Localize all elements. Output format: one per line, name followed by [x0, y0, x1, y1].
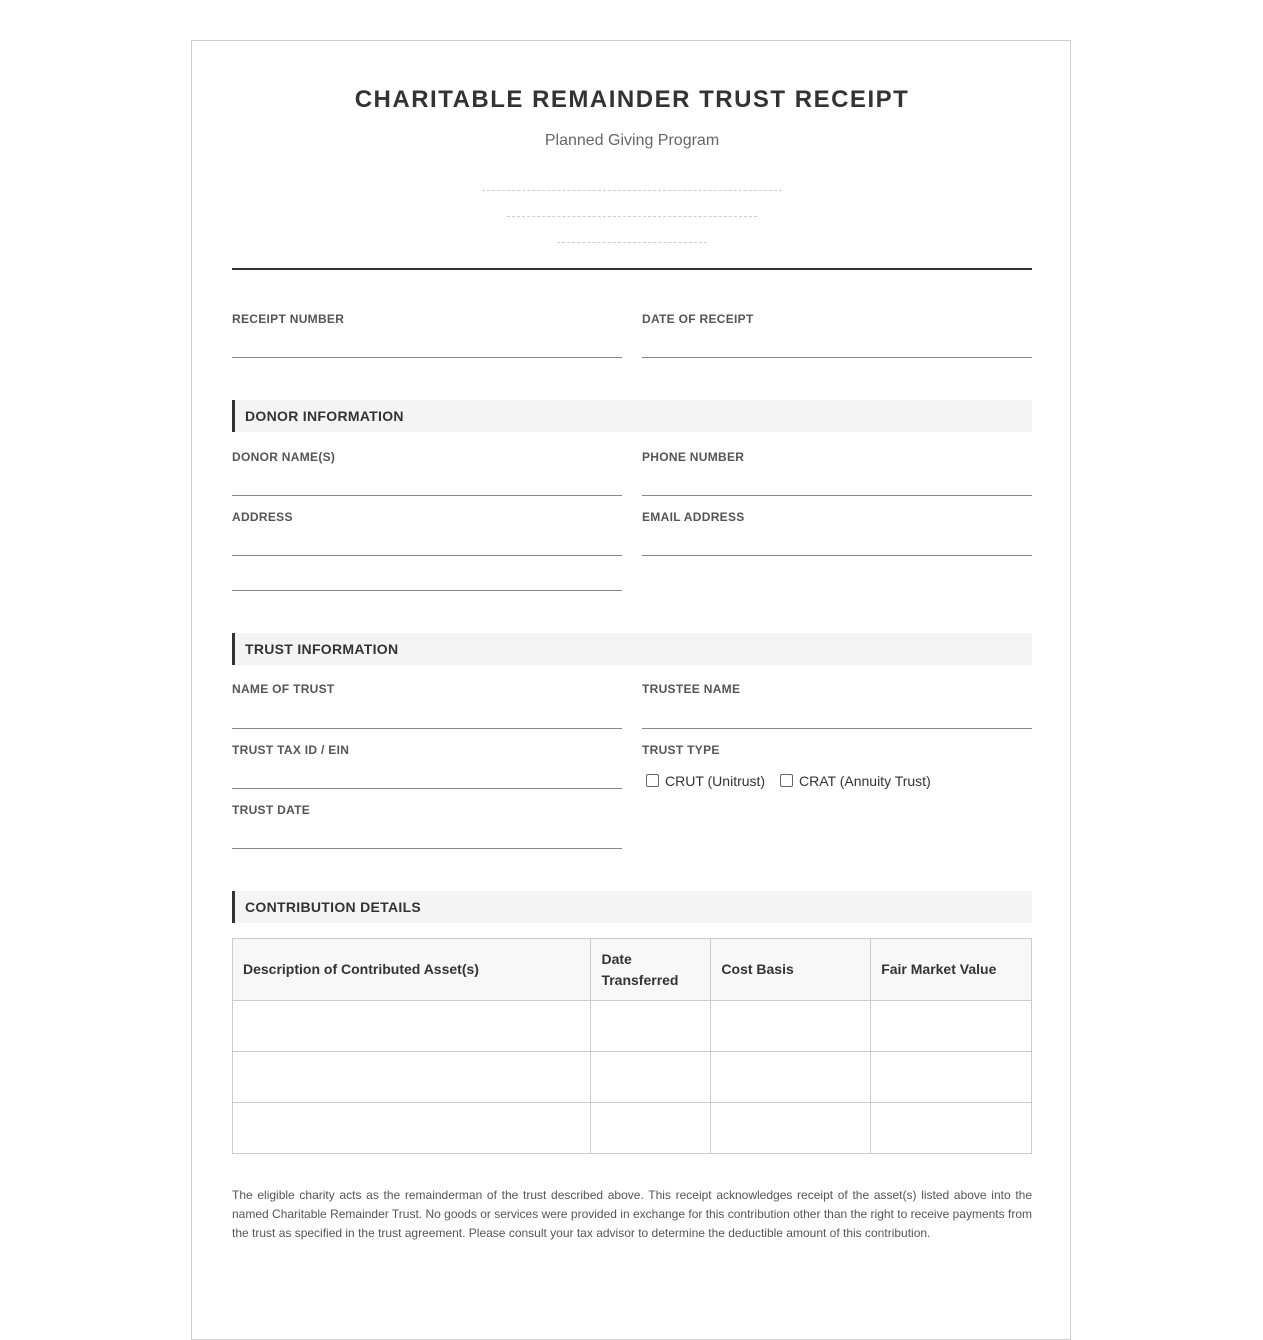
column-header-description: Description of Contributed Asset(s) [233, 939, 591, 1001]
donor-information-title: DONOR INFORMATION [245, 408, 404, 424]
crut-checkbox[interactable] [646, 774, 659, 787]
name-of-trust-field[interactable] [232, 728, 622, 729]
disclaimer-text: The eligible charity acts as the remainderman of the trust described above. This receipt acknowledges receipt of the asset(s) listed above into the named Charitable Remainder Trust. No goods or services were provided in exchange for this contribution other than the right to receive payments from the trust as specified in the trust agreement. Please consult your tax advisor to determine the deductible amount of this contribution. [232, 1188, 1032, 1240]
address-field-line-2[interactable] [232, 590, 622, 591]
table-cell[interactable] [871, 1052, 1032, 1103]
crat-checkbox[interactable] [780, 774, 793, 787]
trust-information-title: TRUST INFORMATION [245, 641, 399, 657]
table-cell[interactable] [233, 1052, 591, 1103]
signature-line-2 [507, 216, 757, 217]
email-address-field[interactable] [642, 555, 1032, 556]
date-of-receipt-field[interactable] [642, 357, 1032, 358]
email-address-label: EMAIL ADDRESS [642, 510, 745, 524]
table-cell[interactable] [711, 1103, 871, 1154]
phone-number-label: PHONE NUMBER [642, 450, 745, 464]
table-row [233, 1001, 1032, 1052]
document-subtitle: Planned Giving Program [544, 132, 720, 149]
contribution-table-header-row [233, 939, 1032, 1001]
crat-option-label: CRAT (Annuity Trust) [799, 773, 931, 789]
header-divider [232, 268, 1032, 270]
contribution-table [232, 938, 1032, 1154]
column-header-fair-market-value: Fair Market Value [871, 939, 1032, 1001]
trust-tax-id-field[interactable] [232, 788, 622, 789]
signature-line-3 [557, 242, 707, 243]
table-cell[interactable] [233, 1001, 591, 1052]
table-cell[interactable] [711, 1052, 871, 1103]
address-label: ADDRESS [232, 510, 293, 524]
signature-line-1 [482, 190, 782, 191]
receipt-document [191, 40, 1071, 1340]
column-header-date-transferred: Date Transferred [591, 939, 711, 1001]
contribution-details-header [232, 891, 1032, 923]
table-cell[interactable] [711, 1001, 871, 1052]
trust-type-crat-option[interactable] [780, 773, 931, 789]
trust-type-label: TRUST TYPE [642, 743, 720, 757]
donor-name-label: DONOR NAME(S) [232, 450, 336, 464]
name-of-trust-label: NAME OF TRUST [232, 682, 335, 696]
table-cell[interactable] [591, 1103, 711, 1154]
table-cell[interactable] [591, 1052, 711, 1103]
address-field-line-1[interactable] [232, 555, 622, 556]
trustee-name-field[interactable] [642, 728, 1032, 729]
phone-number-field[interactable] [642, 495, 1032, 496]
trust-information-header [232, 633, 1032, 665]
date-of-receipt-label: DATE OF RECEIPT [642, 312, 754, 326]
column-header-cost-basis: Cost Basis [711, 939, 871, 1001]
donor-name-field[interactable] [232, 495, 622, 496]
document-title: CHARITABLE REMAINDER TRUST RECEIPT [354, 86, 910, 113]
trust-type-crut-option[interactable] [646, 773, 765, 789]
table-cell[interactable] [871, 1001, 1032, 1052]
table-row [233, 1103, 1032, 1154]
trust-date-label: TRUST DATE [232, 803, 311, 817]
table-cell[interactable] [233, 1103, 591, 1154]
table-cell[interactable] [591, 1001, 711, 1052]
trust-tax-id-label: TRUST TAX ID / EIN [232, 743, 350, 757]
donor-information-header [232, 400, 1032, 432]
receipt-number-field[interactable] [232, 357, 622, 358]
table-cell[interactable] [871, 1103, 1032, 1154]
receipt-number-label: RECEIPT NUMBER [232, 312, 345, 326]
trust-date-field[interactable] [232, 848, 622, 849]
crut-option-label: CRUT (Unitrust) [665, 773, 766, 789]
table-row [233, 1052, 1032, 1103]
contribution-details-title: CONTRIBUTION DETAILS [245, 899, 422, 915]
trustee-name-label: TRUSTEE NAME [642, 682, 741, 696]
